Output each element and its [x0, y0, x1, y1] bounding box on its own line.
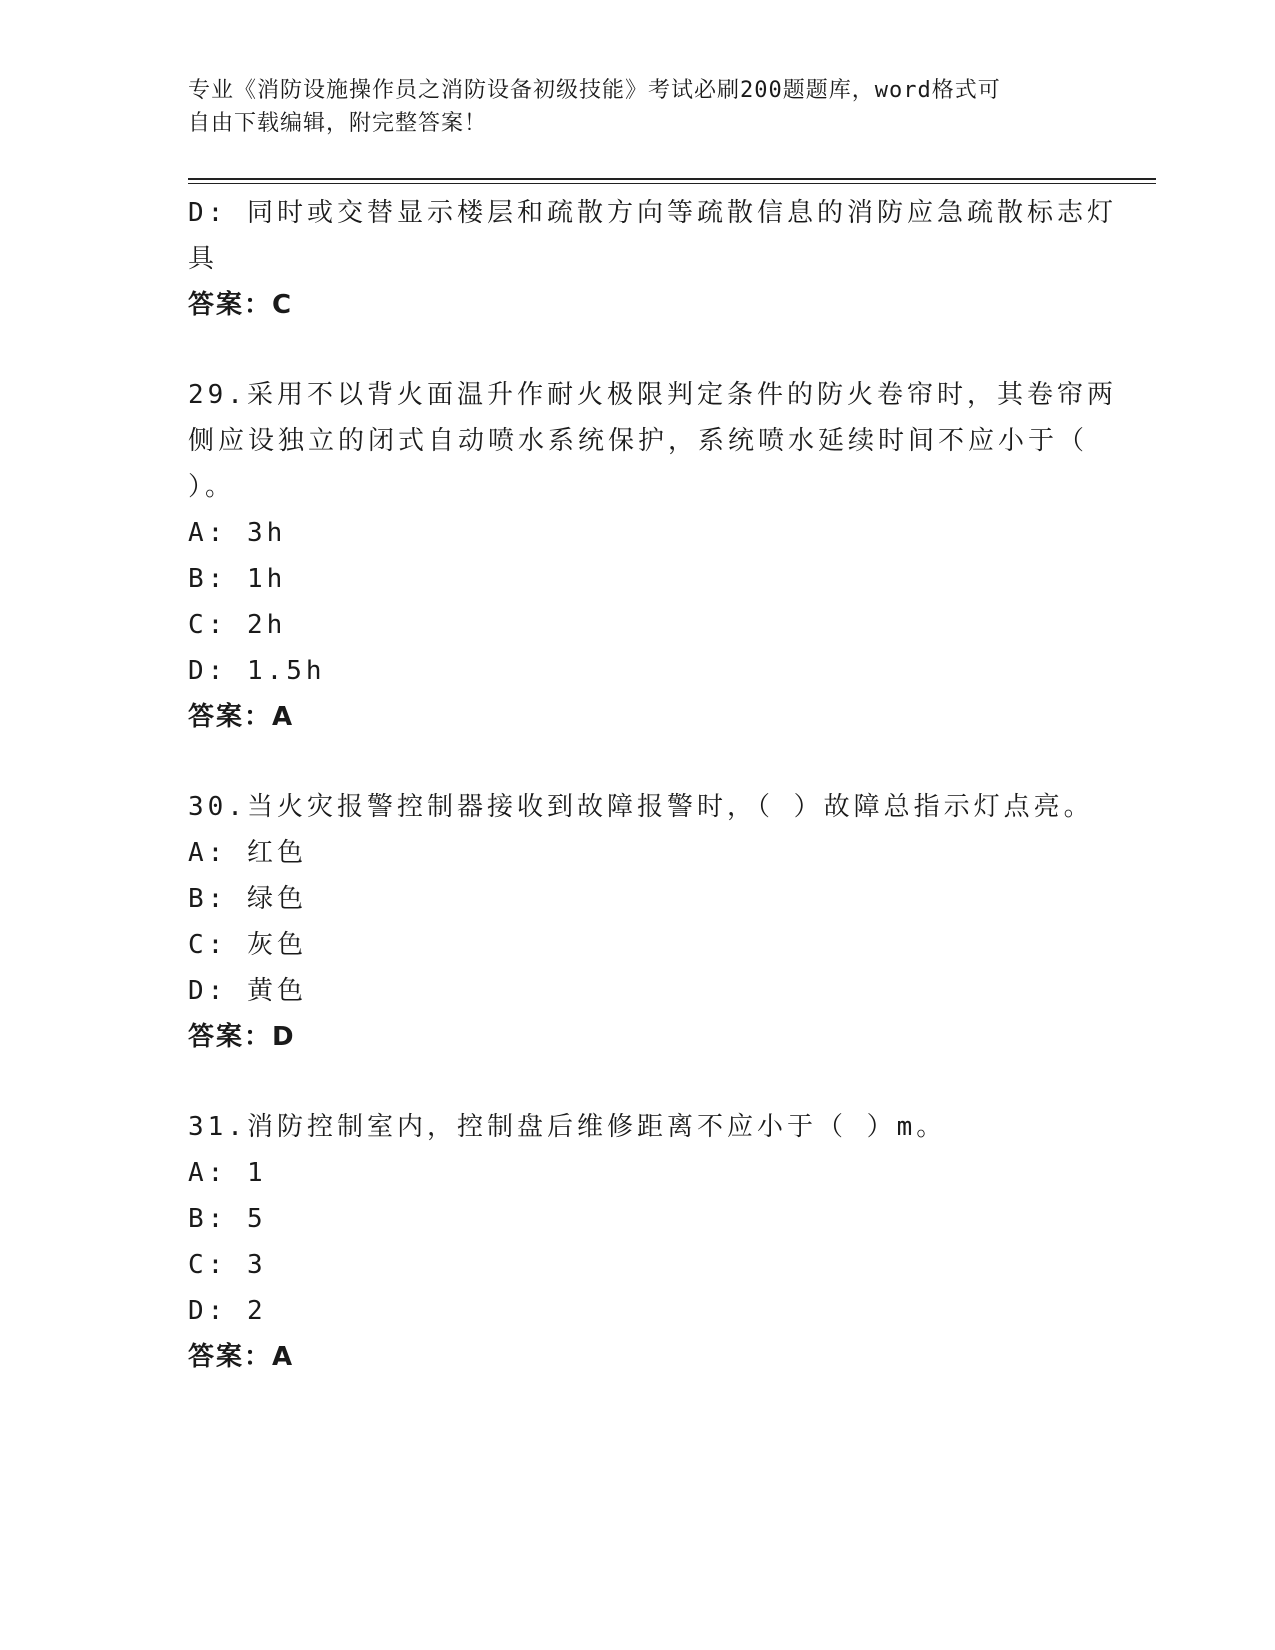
question-30 — [188, 784, 1094, 1060]
option-c: C: 灰色 — [188, 930, 307, 960]
option-c: C: 3 — [188, 1250, 267, 1280]
question-31 — [188, 1104, 1088, 1380]
header-line-1: 专业《消防设施操作员之消防设备初级技能》考试必刷200题题库，word格式可 — [188, 78, 1001, 103]
question-stem: 29.采用不以背火面温升作耐火极限判定条件的防火卷帘时，其卷帘两 — [188, 380, 1117, 410]
question-stem: 31.消防控制室内，控制盘后维修距离不应小于（ ）m。 — [188, 1112, 947, 1142]
spacer — [188, 740, 1088, 784]
option-d: D: 2 — [188, 1296, 267, 1326]
question-stem: 30.当火灾报警控制器接收到故障报警时，（ ）故障总指示灯点亮。 — [188, 792, 1094, 822]
option-d: D: 同时或交替显示楼层和疏散方向等疏散信息的消防应急疏散标志灯 — [188, 198, 1117, 228]
option-a: A: 1 — [188, 1158, 267, 1188]
header-line-2: 自由下载编辑，附完整答案！ — [188, 111, 488, 136]
question-29 — [188, 372, 1117, 740]
option-a: A: 3h — [188, 518, 287, 548]
question-stem: ）。 — [188, 472, 236, 502]
document-header — [188, 74, 1068, 140]
answer-line: 答案：A — [188, 702, 295, 732]
option-d-continuation: 具 — [188, 244, 219, 274]
option-b: B: 1h — [188, 564, 287, 594]
answer-line: 答案：A — [188, 1342, 295, 1372]
previous-question-tail — [188, 190, 1117, 328]
spacer — [188, 1060, 1088, 1104]
option-b: B: 5 — [188, 1204, 267, 1234]
header-divider-thin — [188, 183, 1156, 184]
option-d: D: 1.5h — [188, 656, 326, 686]
answer-line: 答案：D — [188, 1022, 296, 1052]
question-stem: 侧应设独立的闭式自动喷水系统保护，系统喷水延续时间不应小于（ — [188, 426, 1089, 456]
option-a: A: 红色 — [188, 838, 307, 868]
spacer — [188, 328, 1088, 372]
header-divider-thick — [188, 178, 1156, 180]
option-d: D: 黄色 — [188, 976, 307, 1006]
option-b: B: 绿色 — [188, 884, 307, 914]
question-content — [188, 190, 1117, 1380]
option-c: C: 2h — [188, 610, 287, 640]
answer-line: 答案：C — [188, 290, 294, 320]
